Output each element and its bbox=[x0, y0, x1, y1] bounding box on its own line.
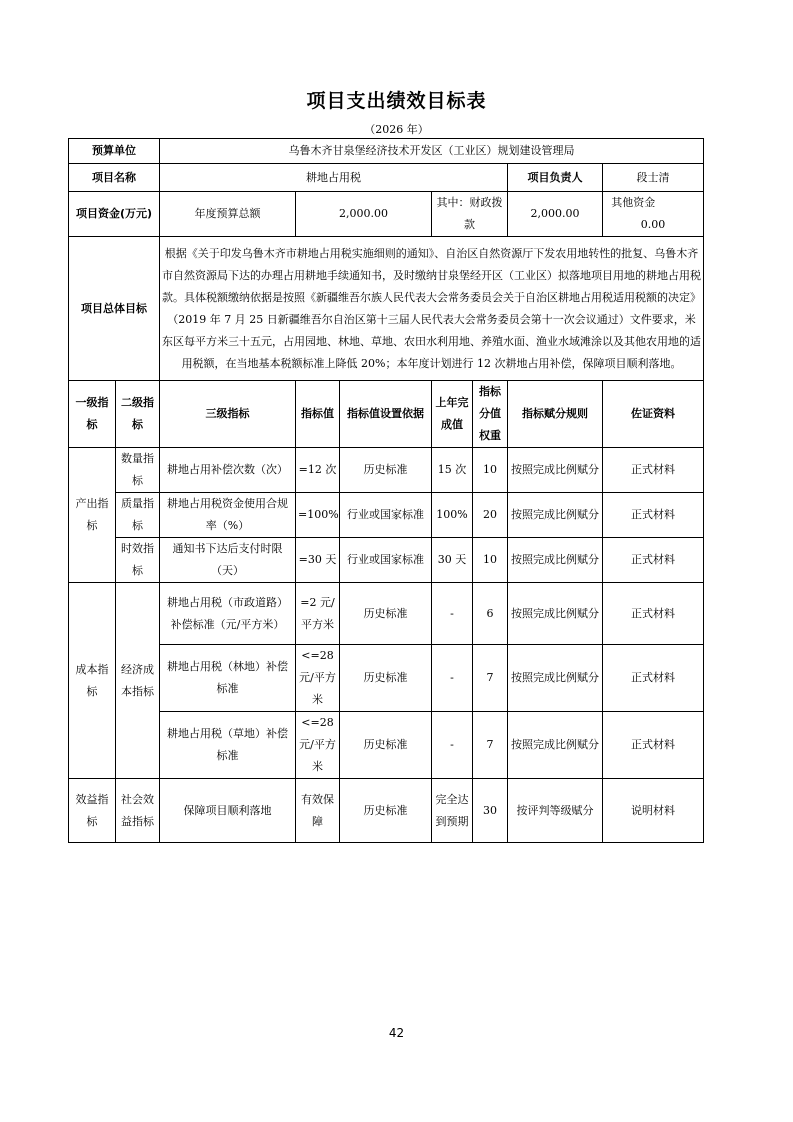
table-row bbox=[69, 645, 704, 712]
level2-cell: 时效指标 bbox=[116, 538, 160, 583]
level3-cell: 耕地占用补偿次数（次） bbox=[160, 448, 296, 493]
page-title: 项目支出绩效目标表 bbox=[306, 90, 487, 112]
header-rule: 指标赋分规则 bbox=[508, 381, 603, 448]
other-funds-label: 其他资金 bbox=[611, 196, 656, 209]
overall-goal-text: 根据《关于印发乌鲁木齐市耕地占用税实施细则的通知》、自治区自然资源厅下发农用地转性的批复、乌鲁木齐市自然资源局下达的办理占用耕地手续通知书，及时缴纳甘泉堡经开区（工业区）拟落地项目用地的耕地占用税款。具体税额缴纳依据是按照《新疆维吾尔族人民代表大会常务委员会关于自治区耕地占用税适用税额的决定》（2019 年 7 月 25 日新疆维吾尔自治区第十三届人民代表大会常务委员会第十一次会议通过）文件要求，米东区每平方米三十五元，占用园地、林地、草地、农田水利用地、养殖水面、渔业水域滩涂以及其他农用地的适用税额，在当地基本税额标准上降低 20%；本年度计划进行 12 次耕地占用补偿，保障项目顺利落地。 bbox=[160, 237, 704, 381]
header-value: 指标值 bbox=[296, 381, 340, 448]
basis-cell: 行业或国家标准 bbox=[340, 493, 432, 538]
rule-cell: 按照完成比例赋分 bbox=[508, 538, 603, 583]
basis-cell: 历史标准 bbox=[340, 645, 432, 712]
level2-cell: 社会效益指标 bbox=[116, 779, 160, 843]
level2-cell: 数量指标 bbox=[116, 448, 160, 493]
weight-cell: 7 bbox=[473, 712, 508, 779]
project-leader-value: 段士清 bbox=[603, 164, 704, 192]
weight-cell: 20 bbox=[473, 493, 508, 538]
rule-cell: 按评判等级赋分 bbox=[508, 779, 603, 843]
last-year-cell: 100% bbox=[432, 493, 473, 538]
value-cell: =12 次 bbox=[296, 448, 340, 493]
rule-cell: 按照完成比例赋分 bbox=[508, 448, 603, 493]
basis-cell: 历史标准 bbox=[340, 712, 432, 779]
evidence-cell: 正式材料 bbox=[603, 712, 704, 779]
header-weight: 指标分值权重 bbox=[473, 381, 508, 448]
group-benefit: 效益指标 bbox=[69, 779, 116, 843]
weight-cell: 10 bbox=[473, 448, 508, 493]
rule-cell: 按照完成比例赋分 bbox=[508, 712, 603, 779]
level3-cell: 通知书下达后支付时限（天） bbox=[160, 538, 296, 583]
fiscal-allocation-label: 其中：财政拨款 bbox=[432, 192, 508, 237]
rule-cell: 按照完成比例赋分 bbox=[508, 493, 603, 538]
level3-cell: 保障项目顺利落地 bbox=[160, 779, 296, 843]
weight-cell: 10 bbox=[473, 538, 508, 583]
group-cost: 成本指标 bbox=[69, 583, 116, 779]
header-level2: 二级指标 bbox=[116, 381, 160, 448]
level3-cell: 耕地占用税（市政道路）补偿标准（元/平方米） bbox=[160, 583, 296, 645]
rule-cell: 按照完成比例赋分 bbox=[508, 583, 603, 645]
table-row bbox=[69, 779, 704, 843]
last-year-cell: 15 次 bbox=[432, 448, 473, 493]
other-funds-cell bbox=[603, 192, 704, 237]
header-level1: 一级指标 bbox=[69, 381, 116, 448]
last-year-cell: - bbox=[432, 712, 473, 779]
basis-cell: 行业或国家标准 bbox=[340, 538, 432, 583]
evidence-cell: 正式材料 bbox=[603, 493, 704, 538]
budget-unit-value: 乌鲁木齐甘泉堡经济技术开发区（工业区）规划建设管理局 bbox=[160, 139, 704, 164]
value-cell: =2 元/平方米 bbox=[296, 583, 340, 645]
table-row bbox=[69, 493, 704, 538]
weight-cell: 30 bbox=[473, 779, 508, 843]
header-evidence: 佐证资料 bbox=[603, 381, 704, 448]
rule-cell: 按照完成比例赋分 bbox=[508, 645, 603, 712]
performance-target-table bbox=[68, 138, 704, 843]
basis-cell: 历史标准 bbox=[340, 583, 432, 645]
annual-budget-label: 年度预算总额 bbox=[160, 192, 296, 237]
last-year-cell: 完全达到预期 bbox=[432, 779, 473, 843]
project-name-value: 耕地占用税 bbox=[160, 164, 508, 192]
other-funds-value: 0.00 bbox=[640, 218, 666, 231]
table-row bbox=[69, 448, 704, 493]
last-year-cell: - bbox=[432, 645, 473, 712]
overall-goal-label: 项目总体目标 bbox=[69, 237, 160, 381]
basis-cell: 历史标准 bbox=[340, 779, 432, 843]
project-leader-label: 项目负责人 bbox=[508, 164, 603, 192]
page-number: 42 bbox=[388, 1026, 405, 1040]
basis-cell: 历史标准 bbox=[340, 448, 432, 493]
year-label: （2026 年） bbox=[364, 123, 429, 136]
value-cell: =100% bbox=[296, 493, 340, 538]
table-row bbox=[69, 712, 704, 779]
level2-cell: 质量指标 bbox=[116, 493, 160, 538]
project-name-label: 项目名称 bbox=[69, 164, 160, 192]
value-cell: 有效保障 bbox=[296, 779, 340, 843]
value-cell: <=28 元/平方米 bbox=[296, 712, 340, 779]
fiscal-allocation-value: 2,000.00 bbox=[508, 192, 603, 237]
evidence-cell: 正式材料 bbox=[603, 645, 704, 712]
last-year-cell: - bbox=[432, 583, 473, 645]
annual-budget-value: 2,000.00 bbox=[296, 192, 432, 237]
table-row bbox=[69, 538, 704, 583]
level3-cell: 耕地占用税（草地）补偿标准 bbox=[160, 712, 296, 779]
group-economic-cost: 经济成本指标 bbox=[116, 583, 160, 779]
header-level3: 三级指标 bbox=[160, 381, 296, 448]
group-output: 产出指标 bbox=[69, 448, 116, 583]
value-cell: =30 天 bbox=[296, 538, 340, 583]
evidence-cell: 正式材料 bbox=[603, 583, 704, 645]
value-cell: <=28 元/平方米 bbox=[296, 645, 340, 712]
evidence-cell: 说明材料 bbox=[603, 779, 704, 843]
level3-cell: 耕地占用税资金使用合规率（%） bbox=[160, 493, 296, 538]
project-funds-label: 项目资金(万元) bbox=[69, 192, 160, 237]
weight-cell: 6 bbox=[473, 583, 508, 645]
evidence-cell: 正式材料 bbox=[603, 448, 704, 493]
weight-cell: 7 bbox=[473, 645, 508, 712]
header-last-year: 上年完成值 bbox=[432, 381, 473, 448]
table-row bbox=[69, 583, 704, 645]
evidence-cell: 正式材料 bbox=[603, 538, 704, 583]
last-year-cell: 30 天 bbox=[432, 538, 473, 583]
header-basis: 指标值设置依据 bbox=[340, 381, 432, 448]
level3-cell: 耕地占用税（林地）补偿标准 bbox=[160, 645, 296, 712]
budget-unit-label: 预算单位 bbox=[69, 139, 160, 164]
